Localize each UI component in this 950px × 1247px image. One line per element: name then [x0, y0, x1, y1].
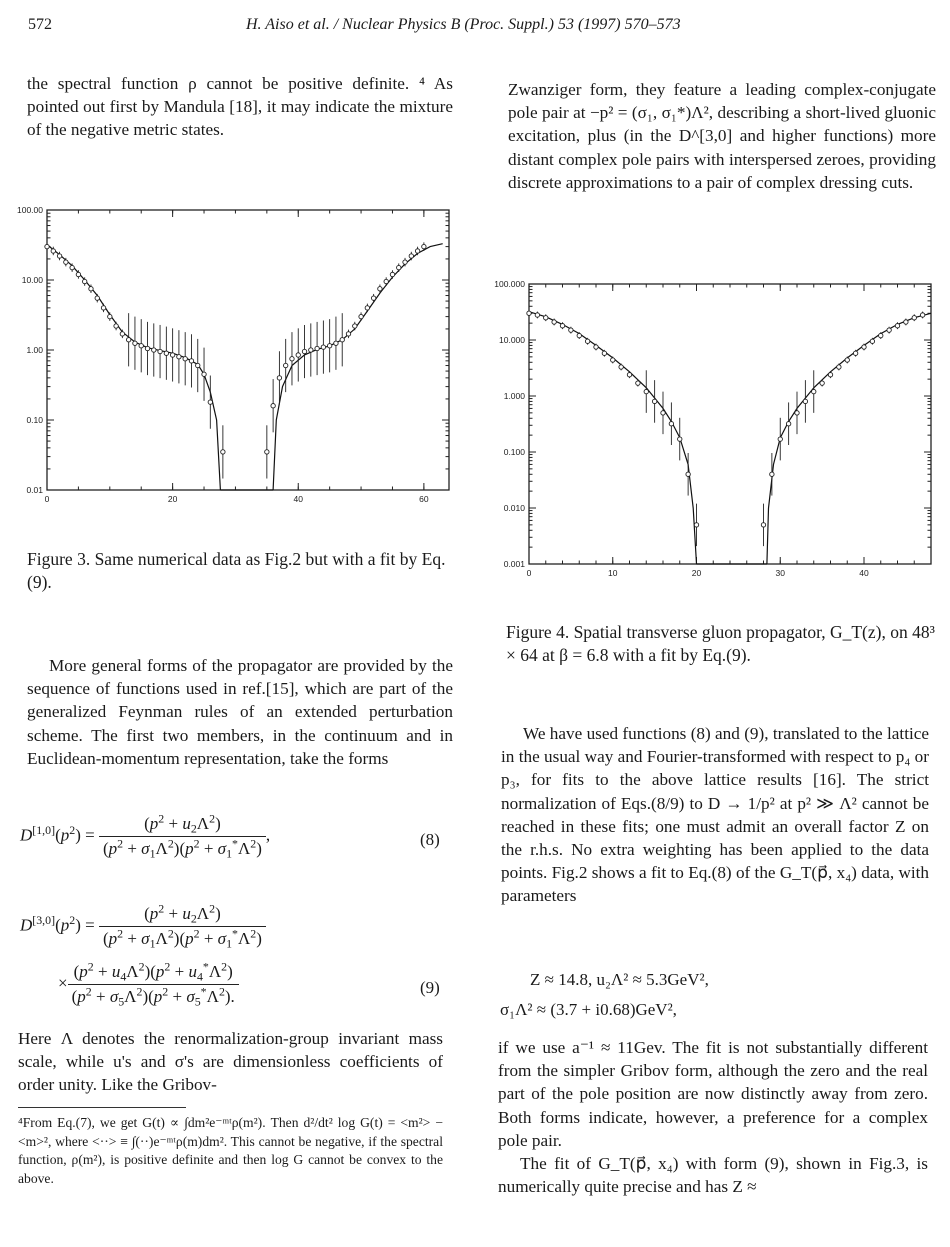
data-point — [133, 341, 137, 345]
y-tick-label: 100.000 — [494, 279, 525, 289]
right-zwanziger — [508, 78, 936, 194]
data-point — [120, 332, 124, 336]
data-point — [397, 265, 401, 269]
data-point — [577, 333, 581, 337]
left-intro — [27, 72, 453, 142]
data-point — [786, 422, 790, 426]
data-point — [321, 345, 325, 349]
figure-4-caption: Figure 4. Spatial transverse gluon propagator, G_T(z), on 48³ × 64 at β = 6.8 with a fit by Eq.(9). — [506, 622, 935, 665]
data-point — [560, 324, 564, 328]
figure-3-caption: Figure 3. Same numerical data as Fig.2 but with a fit by Eq.(9). — [27, 549, 446, 592]
equation-9-number: (9) — [420, 978, 440, 997]
data-point — [45, 244, 49, 248]
data-point — [108, 314, 112, 318]
data-point — [585, 339, 589, 343]
data-point — [795, 411, 799, 415]
data-point — [290, 357, 294, 361]
figure-3-plot — [17, 205, 449, 504]
paragraph-intro: the spectral function ρ cannot be positive definite. ⁴ As pointed out first by Mandula [18], it may indicate the mixture of the negative metric states. — [27, 74, 453, 140]
data-point — [812, 389, 816, 393]
paragraph-fit-form-9: The fit of G_T(p⃗, x₄) with form (9), shown in Fig.3, is numerically quite precise and has Z ≈ — [498, 1154, 928, 1197]
x-tick-label: 30 — [775, 568, 785, 578]
right-used — [501, 722, 929, 908]
page-number: 572 — [28, 16, 52, 33]
data-point — [820, 381, 824, 385]
data-point — [346, 332, 350, 336]
data-point — [315, 346, 319, 350]
equation-9: $D[3,0](p^2)$ = $\frac{(p^2 + u_2\Lambda^2)}{(p^2 + \sigma_1\Lambda^2)(p^2 + \sigma_1^*\Lambda^2)}$ — [20, 904, 266, 949]
data-point — [265, 450, 269, 454]
data-point — [912, 316, 916, 320]
data-point — [761, 523, 765, 527]
data-point — [177, 355, 181, 359]
data-point — [895, 324, 899, 328]
fit-curve — [47, 245, 220, 490]
data-point — [594, 345, 598, 349]
data-point — [384, 279, 388, 283]
data-point — [778, 437, 782, 441]
paragraph-general-forms: More general forms of the propagator are provided by the sequence of functions used in ref.[15], which are part of the generalized Feynman rules of an extended perturbation scheme. The first two members, in the continuum and in Euclidean-momentum representation, take the forms — [27, 656, 453, 768]
equation-8-number: (8) — [420, 830, 440, 849]
data-point — [535, 313, 539, 317]
data-point — [803, 399, 807, 403]
figure-3-chart — [0, 198, 460, 514]
data-point — [870, 339, 874, 343]
data-point — [158, 349, 162, 353]
data-point — [644, 389, 648, 393]
data-point — [390, 272, 394, 276]
data-point — [277, 376, 281, 380]
x-tick-label: 40 — [293, 494, 303, 504]
data-point — [602, 351, 606, 355]
footnote-4: ⁴From Eq.(7), we get G(t) ∝ ∫dm²e⁻ᵐᵗρ(m²). Then d²/dt² log G(t) = <m²> − <m>², where <··> ≡ ∫(··)e⁻ᵐᵗρ(m)dm². This cannot be negative, if the spectral function, ρ(m²), is positive definite and then log G cannot be convex to the above. — [18, 1115, 443, 1186]
y-tick-label: 10.00 — [21, 275, 43, 285]
data-point — [770, 472, 774, 476]
x-tick-label: 20 — [691, 568, 702, 578]
data-point — [415, 249, 419, 253]
data-point — [309, 348, 313, 352]
footnote-rule — [18, 1107, 186, 1108]
x-tick-label: 20 — [167, 494, 178, 504]
right-if — [498, 1036, 928, 1198]
x-tick-label: 0 — [526, 568, 532, 578]
data-point — [904, 320, 908, 324]
data-point — [208, 400, 212, 404]
y-tick-label: 1.000 — [503, 391, 525, 401]
figure-4-chart — [478, 276, 938, 584]
equation-8: $D[1,0](p^2)$ = $\frac{(p^2 + u_2\Lambda^2)}{(p^2 + \sigma_1\Lambda^2)(p^2 + \sigma_1^*\Lambda^2)}$ , — [20, 811, 271, 861]
data-point — [340, 338, 344, 342]
y-tick-label: 0.10 — [26, 415, 43, 425]
y-tick-label: 0.010 — [503, 503, 525, 513]
x-tick-label: 60 — [419, 494, 429, 504]
y-tick-label: 10.000 — [499, 335, 525, 345]
data-point — [189, 359, 193, 363]
data-point — [920, 313, 924, 317]
data-point — [527, 311, 531, 315]
plot-frame — [47, 210, 449, 490]
x-tick-label: 0 — [44, 494, 50, 504]
data-point — [862, 345, 866, 349]
data-point — [353, 324, 357, 328]
data-point — [409, 254, 413, 258]
data-point — [126, 338, 130, 342]
data-point — [89, 287, 93, 291]
data-point — [95, 296, 99, 300]
data-point — [101, 306, 105, 310]
plot-frame — [529, 284, 931, 564]
data-point — [114, 324, 118, 328]
data-point — [183, 357, 187, 361]
data-point — [371, 296, 375, 300]
x-tick-label: 40 — [859, 568, 869, 578]
data-point — [365, 306, 369, 310]
data-point — [887, 328, 891, 332]
data-point — [694, 523, 698, 527]
data-point — [686, 472, 690, 476]
data-point — [327, 344, 331, 348]
y-tick-label: 0.01 — [26, 485, 43, 495]
data-point — [544, 316, 548, 320]
data-point — [82, 279, 86, 283]
data-point — [627, 373, 631, 377]
data-point — [359, 314, 363, 318]
data-point — [145, 346, 149, 350]
data-point — [302, 349, 306, 353]
data-point — [57, 254, 61, 258]
data-point — [552, 320, 556, 324]
data-point — [619, 365, 623, 369]
data-point — [837, 365, 841, 369]
data-point — [845, 358, 849, 362]
data-point — [152, 348, 156, 352]
data-point — [51, 249, 55, 253]
data-point — [196, 363, 200, 367]
y-tick-label: 100.00 — [17, 205, 43, 215]
data-point — [283, 363, 287, 367]
data-point — [334, 341, 338, 345]
data-point — [70, 265, 74, 269]
data-point — [76, 272, 80, 276]
running-title: H. Aiso et al. / Nuclear Physics B (Proc. Suppl.) 53 (1997) 570–573 — [246, 16, 681, 33]
fit-curve — [767, 313, 931, 564]
data-point — [221, 450, 225, 454]
data-point — [202, 372, 206, 376]
data-point — [271, 404, 275, 408]
paragraph-zwanziger: Zwanziger form, they feature a leading complex-conjugate pole pair at −p² = (σ₁, σ₁*)Λ², describing a short-lived gluonic excitation, plus (in the D^[3,0] and higher functions) more distant complex pole pairs with interspersed zeroes, providing discrete approximations to a pair of complex dressing cuts. — [508, 80, 936, 192]
data-point — [170, 353, 174, 357]
data-point — [669, 422, 673, 426]
data-point — [636, 381, 640, 385]
equation-9-second-line: × $\frac{(p^2 + u_4\Lambda^2)(p^2 + u_4^*\Lambda^2)}{(p^2 + \sigma_5\Lambda^2)(p^2 + \sigma_5^*\Lambda^2).}$ — [58, 962, 239, 1007]
y-tick-label: 1.00 — [26, 345, 43, 355]
figure-4-plot — [494, 279, 931, 578]
data-point — [652, 399, 656, 403]
data-point — [661, 411, 665, 415]
data-point — [296, 353, 300, 357]
data-point — [378, 287, 382, 291]
paragraph-if-we-use: if we use a⁻¹ ≈ 11Gev. The fit is not substantially different from the simpler Gribov form, although the zero and the real part of the pole position are now distinctly away from zero. Both forms indicate, however, a preference for a complex pole pair. — [498, 1038, 928, 1150]
data-point — [422, 244, 426, 248]
paragraph-functions-used: We have used functions (8) and (9), translated to the lattice in the usual way and Fourier-transformed with respect to p₄ or p₃, for fits to the above lattice results [16]. The strict normalization of Eqs.(8/9) to D → 1/p² at p² ≫ Λ² cannot be reached in these fits; one must admit an overall factor Z on the r.h.s. No extra weighting has been applied to the data points. Fig.2 shows a fit to Eq.(8) of the G_T(p⃗, x₄) data, with parameters — [501, 724, 929, 906]
data-point — [611, 358, 615, 362]
data-point — [64, 260, 68, 264]
y-tick-label: 0.001 — [503, 559, 525, 569]
parameters-line-1: Z ≈ 14.8, u₂Λ² ≈ 5.3GeV², — [530, 970, 709, 989]
left-here — [18, 1027, 443, 1097]
data-point — [139, 344, 143, 348]
data-point — [678, 437, 682, 441]
data-point — [879, 333, 883, 337]
parameters-line-2: σ₁Λ² ≈ (3.7 + i0.68)GeV², — [500, 1000, 677, 1019]
data-point — [828, 373, 832, 377]
data-point — [853, 351, 857, 355]
data-point — [569, 328, 573, 332]
data-point — [403, 260, 407, 264]
paragraph-here-lambda: Here Λ denotes the renormalization-group invariant mass scale, while u's and σ's are dimensionless coefficients of order unity. Like the Gribov- — [18, 1029, 443, 1095]
y-tick-label: 0.100 — [503, 447, 525, 457]
data-point — [164, 351, 168, 355]
x-tick-label: 10 — [608, 568, 618, 578]
left-general — [27, 654, 453, 770]
